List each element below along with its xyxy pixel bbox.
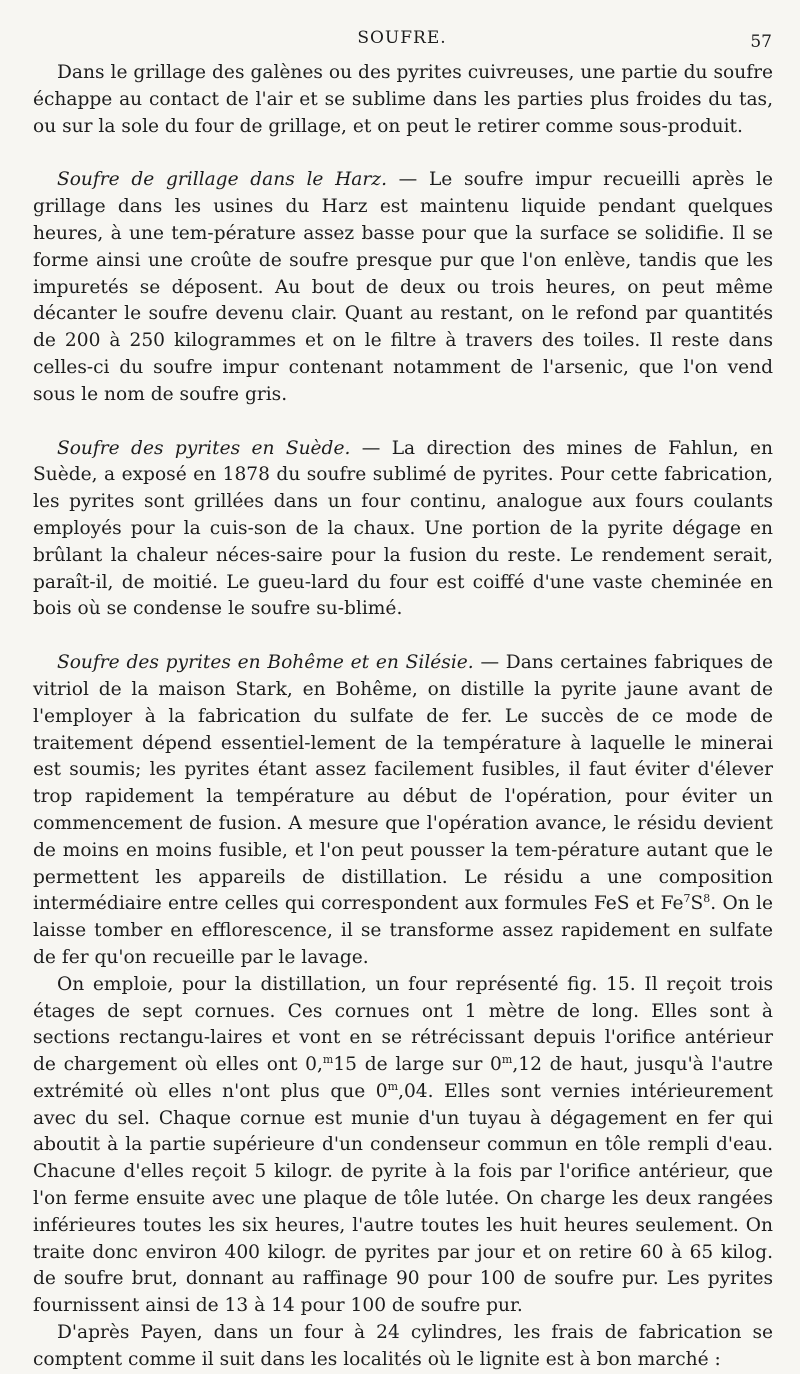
paragraph-text: 15 de large sur 0 [333,1054,502,1076]
running-title: SOUFRE. [357,28,447,48]
unit-superscript: m [501,1052,513,1066]
paragraph-harz [33,167,773,408]
paragraph-text: — Dans certaines fabriques de vitriol de la maison Stark, en Bohême, on distille la pyrite jaune avant de l'employer à la fabrication du sulfate de fer. Le succès de ce mode de traitement dépend essentiel-lement de la température à laquelle le minerai est soumis; les pyrites étant assez facilement fusibles, il faut éviter d'élever trop rapidement la température au début de l'opération, pour éviter un commencement de fusion. A mesure que l'opération avance, le résidu devient de moins en moins fusible, et l'on peut pousser la tem-pérature autant que le permettent les appareils de distillation. Le résidu a une composition intermédiaire entre celles qui correspondent aux formules FeS et Fe [33,652,773,915]
formula-superscript: 8 [703,892,711,906]
paragraph-text: . On le laisse tomber en efflorescence, il se transforme assez rapidement en sulfate de fer qu'on recueille par le lavage. [33,893,773,968]
paragraph-boheme [33,650,773,972]
formula-text: S [690,893,704,915]
paragraph-text: — La direction des mines de Fahlun, en Suède, a exposé en 1878 du soufre sublimé de pyrites. Pour cette fabrication, les pyrites sont grillées dans un four continu, analogue aux fours coulants employés pour la cuis-son de la chaux. Une portion de la pyrite dégage en brûlant la chaleur néces-saire pour la fusion du reste. Le rendement serait, paraît-il, de moitié. Le gueu-lard du four est coiffé d'une vaste cheminée en bois où se condense le soufre su-blimé. [33,437,774,620]
paragraph-grillage-intro [33,60,773,140]
page-number: 57 [750,32,772,52]
paragraph-text: ,04. Elles sont vernies intérieurement avec du sel. Chaque cornue est munie d'un tuyau à dégagement en fer qui aboutit à la partie supérieure d'un condenseur commun en tôle rempli d'eau. Chacune d'elles reçoit 5 kilogr. de pyrite à la fois par l'orifice antérieur, que l'on ferme ensuite avec une plaque de tôle lutée. On charge les deux rangées inférieures toutes les six heures, l'autre toutes les huit heures seulement. On traite donc environ 400 kilogr. de pyrites par jour et on retire 60 à 65 kilog. de soufre brut, donnant au raffinage 90 pour 100 de soufre pur. Les pyrites fournissent ainsi de 13 à 14 pour 100 de soufre pur. [33,1080,773,1317]
paragraph-distillation [33,972,773,1320]
paragraph-text: D'après Payen, dans un four à 24 cylindres, les frais de fabrication se comptent comme il suit dans les localités où le lignite est à bon marché : [33,1322,773,1370]
formula-superscript: 7 [683,892,691,906]
unit-superscript: m [322,1052,334,1066]
unit-superscript: m [387,1079,399,1093]
paragraph-text: Dans le grillage des galènes ou des pyrites cuivreuses, une partie du soufre échappe au contact de l'air et se sublime dans les parties plus froides du tas, ou sur la sole du four de grillage, et on peut le retirer comme sous-produit. [33,62,773,137]
paragraph-text: — Le soufre impur recueilli après le grillage dans les usines du Harz est maintenu liquide pendant quelques heures, à une tem-pérature assez basse pour que la surface se solidifie. Il se forme ainsi une croûte de soufre presque pur que l'on enlève, tandis que les impuretés se déposent. Au bout de deux ou trois heures, on peut même décanter le soufre devenu clair. Quant au restant, on le refond par quantités de 200 à 250 kilogrammes et on le filtre à travers des toiles. Il reste dans celles-ci du soufre impur contenant notamment de l'arsenic, que l'on vend sous le nom de soufre gris. [33,169,773,405]
paragraph-payen [33,1320,773,1374]
paragraph-text: On emploie, pour la distillation, un four représenté fig. 15. Il reçoit trois étages de sept cornues. Ces cornues ont 1 mètre de long. Elles sont à sections rectangu-laires et vont en se rétrécissant depuis l'orifice antérieur de chargement où elles ont 0, [33,973,773,1076]
paragraph-text: ,12 de haut, jusqu'à l'autre extrémité où elles n'ont plus que 0 [33,1054,773,1102]
section-heading-boheme: Soufre des pyrites en Bohême et en Silésie. [57,652,474,674]
section-heading-harz: Soufre de grillage dans le Harz. [57,169,387,191]
running-head [32,24,772,54]
body-text [33,60,773,1374]
section-heading-suede: Soufre des pyrites en Suède. [57,437,351,459]
paragraph-suede [33,436,773,624]
